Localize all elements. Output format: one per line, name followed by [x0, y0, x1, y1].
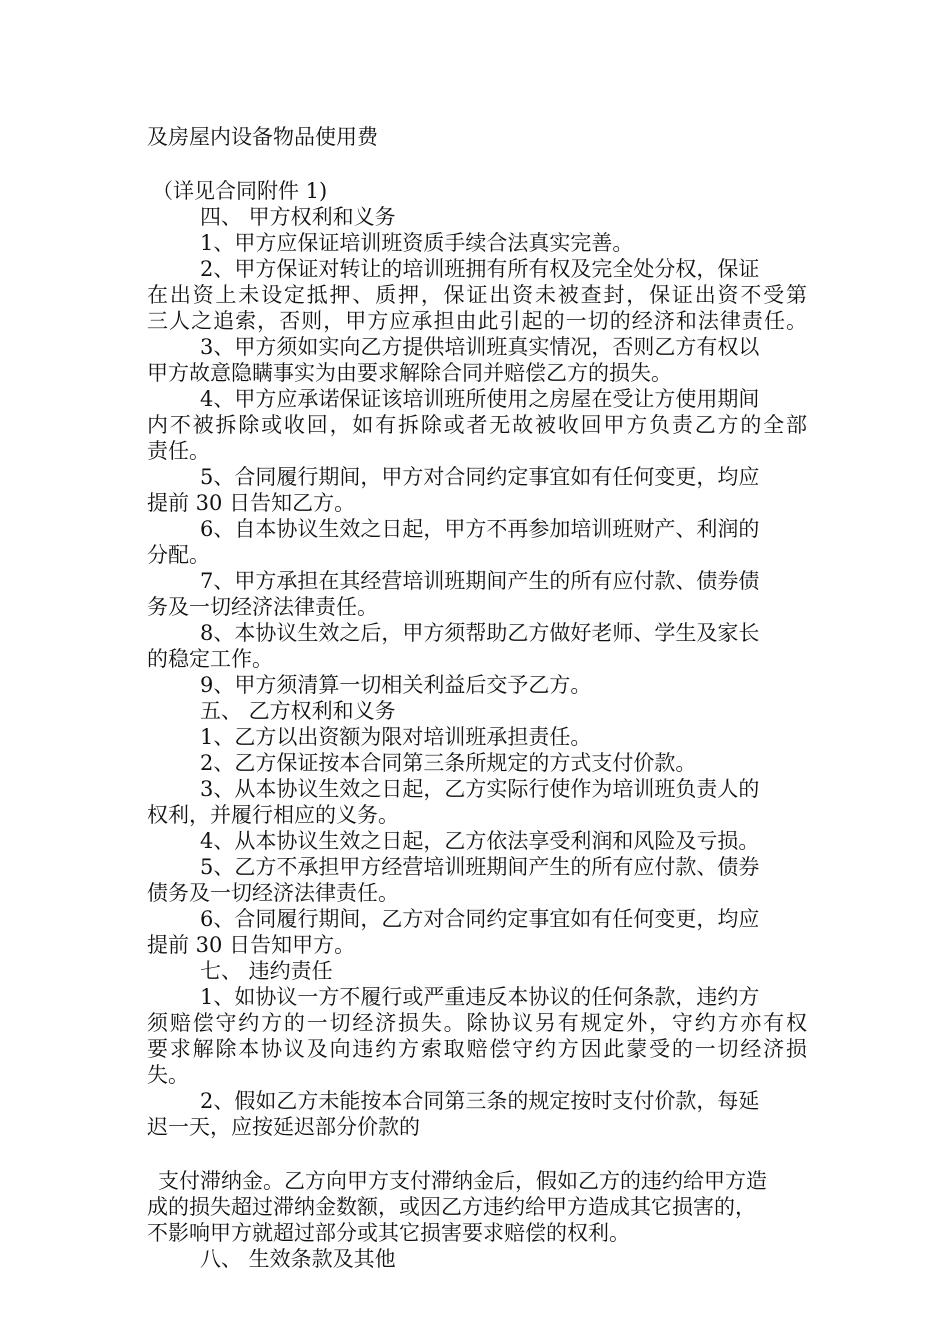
clause-line: 在出资上未设定抵押、质押，保证出资未被查封，保证出资不受第 — [147, 283, 807, 307]
section-heading: 八、 生效条款及其他 — [200, 1247, 396, 1271]
continuation-line: 成的损失超过滞纳金数额，或因乙方违约给甲方造成其它损害的， — [147, 1195, 756, 1219]
clause-line: 1、乙方以出资额为限对培训班承担责任。 — [200, 725, 592, 749]
text-line: 及房屋内设备物品使用费 — [147, 125, 378, 149]
clause-line: 责任。 — [147, 439, 210, 463]
section-heading: 四、 甲方权利和义务 — [200, 205, 396, 229]
clause-line: 7、甲方承担在其经营培训班期间产生的所有应付款、债券债 — [200, 569, 760, 593]
clause-line: 3、甲方须如实向乙方提供培训班真实情况，否则乙方有权以 — [200, 335, 760, 359]
continuation-line: 不影响甲方就超过部分或其它损害要求赔偿的权利。 — [147, 1221, 630, 1245]
clause-line: 4、甲方应承诺保证该培训班所使用之房屋在受让方使用期间 — [200, 387, 760, 411]
clause-line: 8、本协议生效之后，甲方须帮助乙方做好老师、学生及家长 — [200, 621, 760, 645]
clause-line: 5、合同履行期间，甲方对合同约定事宜如有任何变更，均应 — [200, 465, 760, 489]
clause-line: 5、乙方不承担甲方经营培训班期间产生的所有应付款、债券 — [200, 855, 760, 879]
clause-line: 务及一切经济法律责任。 — [147, 595, 378, 619]
clause-line: 须赔偿守约方的一切经济损失。除协议另有规定外，守约方亦有权 — [147, 1011, 807, 1035]
clause-line: 权利，并履行相应的义务。 — [147, 803, 399, 827]
continuation-line: 支付滞纳金。乙方向甲方支付滞纳金后，假如乙方的违约给甲方造 — [158, 1169, 767, 1193]
clause-line: 提前 30 日告知乙方。 — [147, 491, 356, 515]
clause-line: 债务及一切经济法律责任。 — [147, 881, 399, 905]
clause-line: 分配。 — [147, 543, 210, 567]
clause-line: 1、如协议一方不履行或严重违反本协议的任何条款，违约方 — [200, 985, 760, 1009]
clause-line: 要求解除本协议及向违约方索取赔偿守约方因此蒙受的一切经济损 — [147, 1037, 807, 1061]
clause-line: 2、假如乙方未能按本合同第三条的规定按时支付价款，每延 — [200, 1089, 760, 1113]
clause-line: 6、合同履行期间，乙方对合同约定事宜如有任何变更，均应 — [200, 907, 760, 931]
clause-line: 迟一天，应按延迟部分价款的 — [147, 1115, 420, 1139]
section-heading: 七、 违约责任 — [200, 959, 333, 983]
attachment-note: （详见合同附件 1) — [152, 179, 328, 203]
section-heading: 五、 乙方权利和义务 — [200, 699, 396, 723]
clause-line: 三人之追索，否则，甲方应承担由此引起的一切的经济和法律责任。 — [147, 309, 807, 333]
clause-line: 2、甲方保证对转让的培训班拥有所有权及完全处分权，保证 — [200, 257, 760, 281]
clause-line: 内不被拆除或收回，如有拆除或者无故被收回甲方负责乙方的全部 — [147, 413, 807, 437]
clause-line: 1、甲方应保证培训班资质手续合法真实完善。 — [200, 231, 634, 255]
clause-line: 3、从本协议生效之日起，乙方实际行使作为培训班负责人的 — [200, 777, 760, 801]
clause-line: 提前 30 日告知甲方。 — [147, 933, 356, 957]
clause-line: 的稳定工作。 — [147, 647, 273, 671]
clause-line: 9、甲方须清算一切相关利益后交予乙方。 — [200, 673, 592, 697]
clause-line: 6、自本协议生效之日起，甲方不再参加培训班财产、利润的 — [200, 517, 760, 541]
clause-line: 甲方故意隐瞒事实为由要求解除合同并赔偿乙方的损失。 — [147, 361, 672, 385]
clause-line: 2、乙方保证按本合同第三条所规定的方式支付价款。 — [200, 751, 697, 775]
clause-line: 4、从本协议生效之日起，乙方依法享受利润和风险及亏损。 — [200, 829, 760, 853]
clause-line: 失。 — [147, 1063, 189, 1087]
